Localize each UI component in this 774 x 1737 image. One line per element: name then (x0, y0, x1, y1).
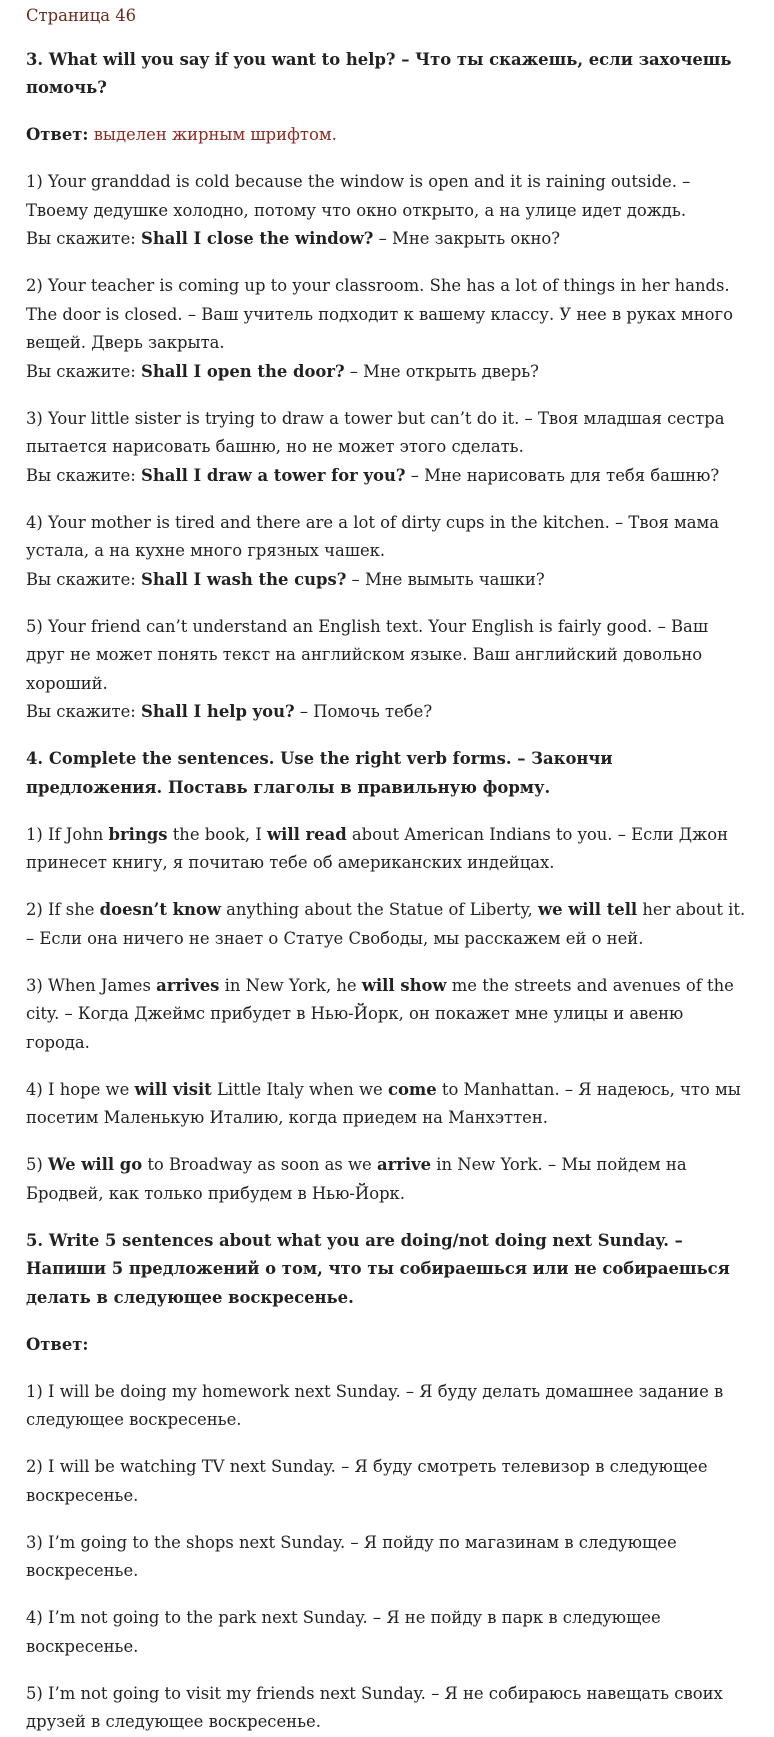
task-5-title: 5. Write 5 sentences about what you are doing/not doing next Sunday. – Напиши 5 предложений о том, что ты собираешься или не собираешься делать в следующее воскресенье. (26, 1230, 730, 1307)
say-label: Вы скажите: (26, 569, 136, 589)
situation-text: 5) Your friend can’t understand an English text. Your English is fairly good. – Ваш друг не может понять текст на английском языке. Ваш английский довольно хороший. (26, 616, 709, 693)
sentence-part: her about it. – Если она ничего не знает о Статуе Свободы, мы расскажем ей о ней. (26, 900, 746, 948)
situation-text: 1) Your granddad is cold because the window is open and it is raining outside. – Твоему дедушке холодно, потому что окно открыто, а на улице идет дождь. (26, 172, 691, 220)
situation-text: 4) Your mother is tired and there are a lot of dirty cups in the kitchen. – Твоя мама устала, а на кухне много грязных чашек. (26, 512, 720, 560)
sentence-part: 1) If John (26, 824, 109, 844)
situation-text: 3) Your little sister is trying to draw a tower but can’t do it. – Твоя младшая сестра пытается нарисовать башню, но не может этого сделать. (26, 408, 725, 456)
answer-label: Ответ: (26, 1334, 89, 1354)
task-3-item-1 (26, 168, 752, 254)
verb-form: arrive (376, 1155, 432, 1174)
verb-form: we will tell (537, 900, 638, 919)
answer-label: Ответ: (26, 125, 89, 144)
say-label: Вы скажите: (26, 361, 136, 381)
answer-russian: – Помочь тебе? (299, 702, 433, 721)
sentence-part: me the streets and avenues of the city. – Когда Джеймс прибудет в Нью-Йорк, он покажет мне улицы и авеню города. (26, 975, 734, 1052)
task-3-item-2 (26, 272, 752, 386)
task-4-item-1 (26, 821, 752, 878)
sentence-part: Little Italy when we (211, 1079, 388, 1099)
answer-russian: – Мне закрыть окно? (378, 229, 561, 248)
answer-english: Shall I draw a tower for you? (141, 465, 406, 485)
sentence-part: 3) When James (26, 975, 157, 995)
sentence-part: in New York, he (219, 975, 362, 995)
answer-russian: – Мне открыть дверь? (349, 361, 539, 381)
task-3-answer-line (26, 121, 752, 150)
answer-note: выделен жирным шрифтом. (93, 125, 337, 144)
sentence-part: 2) If she (26, 900, 100, 919)
task-4-item-5 (26, 1151, 752, 1208)
task-5-item-1: 1) I will be doing my homework next Sunday. – Я буду делать домашнее задание в следующее воскресенье. (26, 1381, 724, 1429)
answer-russian: – Мне вымыть чашки? (351, 569, 545, 589)
verb-form: doesn’t know (99, 900, 221, 919)
task-4-title: 4. Complete the sentences. Use the right verb forms. – Закончи предложения. Поставь глаголы в правильную форму. (26, 749, 613, 797)
say-label: Вы скажите: (26, 229, 136, 248)
task-5-item-4: 4) I’m not going to the park next Sunday. – Я не пойду в парк в следующее воскресенье. (26, 1608, 661, 1656)
verb-form: brings (108, 824, 168, 844)
verb-form: will show (361, 975, 447, 995)
sentence-part: about American Indians to you. – Если Джон принесет книгу, я почитаю тебе об американских индейцах. (26, 824, 729, 872)
answer-english: Shall I help you? (141, 702, 295, 721)
page-number: Страница 46 (26, 6, 137, 25)
task-3-item-5 (26, 613, 752, 727)
task-4-item-3 (26, 972, 752, 1058)
task-4-item-2 (26, 896, 752, 953)
situation-text: 2) Your teacher is coming up to your classroom. She has a lot of things in her hands. The door is closed. – Ваш учитель подходит к вашему классу. У нее в руках много вещей. Дверь закрыта. (26, 276, 734, 352)
sentence-part: 5) (26, 1155, 49, 1174)
task-5-item-2: 2) I will be watching TV next Sunday. – Я буду смотреть телевизор в следующее воскресенье. (26, 1457, 708, 1505)
say-label: Вы скажите: (26, 702, 136, 721)
sentence-part: the book, I (167, 824, 268, 844)
sentence-part: 4) I hope we (26, 1079, 135, 1099)
task-3-title: 3. What will you say if you want to help? – Что ты скажешь, если захочешь помочь? (26, 49, 732, 97)
sentence-part: to Manhattan. – Я надеюсь, что мы посетим Маленькую Италию, когда приедем на Манхэттен. (26, 1079, 741, 1127)
answer-english: Shall I close the window? (141, 229, 374, 248)
sentence-part: to Broadway as soon as we (142, 1155, 377, 1174)
verb-form: will visit (134, 1079, 212, 1099)
sentence-part: anything about the Statue of Liberty, (220, 900, 538, 919)
verb-form: arrives (156, 975, 220, 995)
task-5-item-5: 5) I’m not going to visit my friends next Sunday. – Я не собираюсь навещать своих друзей в следующее воскресенье. (26, 1683, 723, 1731)
task-5-item-3: 3) I’m going to the shops next Sunday. – Я пойду по магазинам в следующее воскресенье. (26, 1532, 677, 1580)
verb-form: We will go (48, 1155, 143, 1174)
answer-russian: – Мне нарисовать для тебя башню? (410, 465, 720, 485)
answer-english: Shall I wash the cups? (141, 569, 347, 589)
say-label: Вы скажите: (26, 465, 136, 485)
verb-form: will read (267, 824, 347, 844)
task-3-item-4 (26, 509, 752, 595)
answer-english: Shall I open the door? (141, 361, 345, 381)
task-3-item-3 (26, 405, 752, 491)
sentence-part: in New York. – Мы пойдем на Бродвей, как только прибудем в Нью-Йорк. (26, 1155, 687, 1203)
task-4-item-4 (26, 1076, 752, 1133)
verb-form: come (387, 1079, 437, 1099)
